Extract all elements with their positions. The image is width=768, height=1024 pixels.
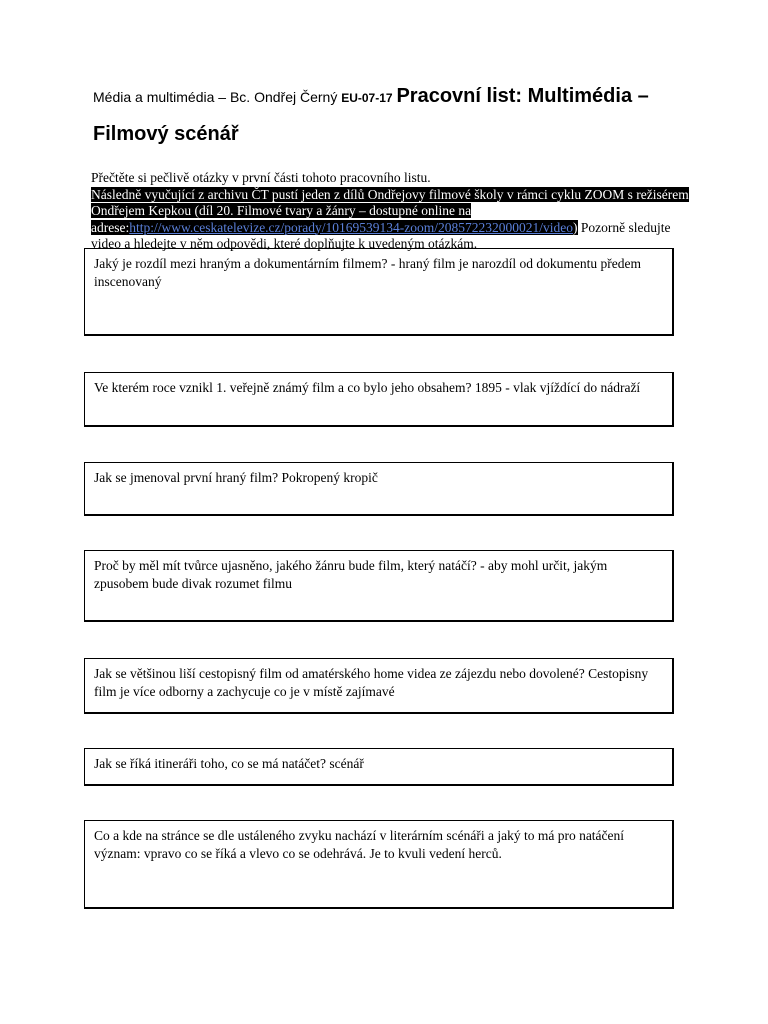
instructions: [91, 170, 691, 253]
header-line: [93, 82, 693, 112]
question-box: [84, 658, 674, 714]
question-text: Jaký je rozdíl mezi hraným a dokumentárním filmem? - hraný film je narozdíl od dokumentu předem inscenovaný: [94, 256, 641, 289]
question-box: [84, 372, 674, 427]
document-header: [93, 82, 693, 148]
document-code: EU-07-17: [341, 91, 393, 105]
question-text: Jak se jmenoval první hraný film? Pokropený kropič: [94, 470, 378, 485]
video-link[interactable]: http://www.ceskatelevize.cz/porady/10169539134-zoom/208572232000021/video: [129, 219, 574, 235]
worksheet-title: Pracovní list: Multimédia –: [396, 85, 649, 107]
link-close: ): [573, 219, 578, 235]
question-box: [84, 550, 674, 622]
question-box: [84, 462, 674, 516]
instruction-highlight-address: adrese:: [91, 219, 130, 235]
instruction-line: Přečtěte si pečlivě otázky v první části tohoto pracovního listu.: [91, 170, 431, 185]
instruction-rest: Pozorně sledujte video a hledejte v něm odpovědi, které doplňujte k uvedeným otázkám.: [91, 219, 671, 251]
question-box: [84, 820, 674, 909]
question-text: Jak se říká itineráři toho, co se má natáčet? scénář: [94, 756, 364, 771]
course-author: Média a multimédia – Bc. Ondřej Černý: [93, 89, 342, 105]
question-box: [84, 748, 674, 786]
question-text: Ve kterém roce vznikl 1. veřejně známý film a co bylo jeho obsahem? 1895 - vlak vjíždící do nádraží: [94, 380, 641, 395]
worksheet-subtitle: Filmový scénář: [93, 123, 239, 145]
question-text: Jak se většinou liší cestopisný film od amatérského home videa ze zájezdu nebo dovolené? Cestopisny film je více odborny a zachycuje co je v místě zajímavé: [94, 666, 649, 699]
question-text: Co a kde na stránce se dle ustáleného zvyku nachází v literárním scénáři a jaký to má pro natáčení význam: vpravo co se říká a vlevo co se odehrává. Je to kvuli vedení herců.: [94, 828, 625, 861]
instruction-highlight: Následně vyučující z archivu ČT pustí jeden z dílů Ondřejovy filmové školy v rámci cyklu ZOOM s režisérem Ondřejem Kepkou (díl 20. Filmové tvary a žánry – dostupné online na: [91, 186, 689, 218]
question-text: Proč by měl mít tvůrce ujasněno, jakého žánru bude film, který natáčí? - aby mohl určit, jakým zpusobem bude divak rozumet filmu: [94, 558, 608, 591]
question-box: [84, 248, 674, 336]
